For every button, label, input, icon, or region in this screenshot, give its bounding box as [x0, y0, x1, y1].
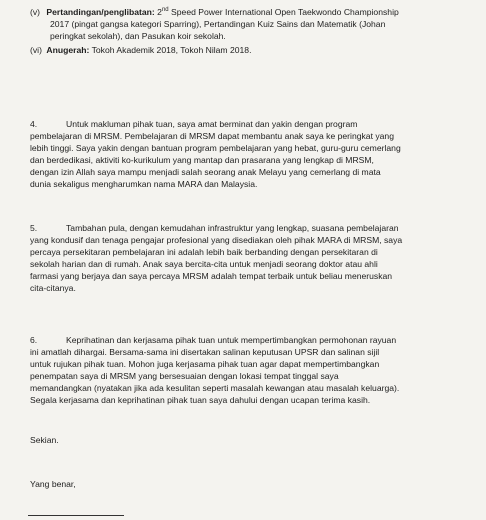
list-item-vi: (vi) Anugerah: Tokoh Akademik 2018, Tokoh Nilam 2018.	[30, 45, 252, 55]
paragraph-number: 5.	[30, 223, 38, 233]
paragraph-number: 6.	[30, 335, 38, 345]
paragraph-5: 5. Tambahan pula, dengan kemudahan infrastruktur yang lengkap, suasana pembelajaran yang kondusif dan tenaga pengajar profesional yang disediakan oleh pihak MARA di MRSM, saya percaya persekitaran pembelajaran ini adalah lebih baik berbanding dengan persekitaran di sekolah harian dan di rumah. Anak saya bercita-cita untuk menjadi seorang doktor atau ahli farmasi yang berjaya dan saya percaya MRSM adalah tempat terbaik untuk beliau meneruskan cita-citanya.	[30, 223, 403, 293]
item-line-2: 2017 (pingat gangsa kategori Sparring), Pertandingan Kuiz Sains dan Matematik (Johan	[50, 18, 386, 29]
regards-text: Yang benar,	[30, 479, 76, 489]
item-label: Pertandingan/penglibatan:	[46, 6, 155, 17]
paragraph-number: 4.	[30, 119, 38, 129]
paragraph-6: 6. Keprihatinan dan kerjasama pihak tuan untuk mempertimbangkan permohonan rayuan ini amatlah dihargai. Bersama-sama ini disertakan salinan keputusan UPSR dan salinan sijil untuk rujukan pihak tuan. Mohon juga kerjasama pihak tuan agar dapat mempertimbangkan penempatan saya di MRSM yang bersesuaian dengan lokasi tempat tinggal saya memandangkan (nyatakan jika ada kesulitan seperti masalah kewangan atau masalah keluarga). Segala kerjasama dan keprihatinan pihak tuan saya dahului dengan ucapan terima kasih.	[30, 335, 400, 405]
item-line-3: peringkat sekolah), dan Pasukan koir sekolah.	[50, 30, 226, 41]
signature-line	[28, 515, 124, 516]
paragraph-4: 4. Untuk makluman pihak tuan, saya amat berminat dan yakin dengan program pembelajaran di MRSM. Pembelajaran di MRSM dapat membantu anak saya ke peringkat yang lebih tinggi. Saya yakin dengan bantuan program pembelajaran yang hebat, guru-guru cemerlang dan berdedikasi, aktiviti ko-kurikulum yang mantap dan prasarana yang lengkap di MRSM, dengan izin Allah saya mampu menjadi salah seorang anak Melayu yang cemerlang di mata dunia sekaligus mengharumkan nama MARA dan Malaysia.	[30, 119, 401, 189]
item-label: Anugerah:	[46, 45, 90, 55]
closing-text: Sekian.	[30, 435, 59, 445]
item-number: (vi)	[30, 45, 42, 55]
list-item-v: (v) Pertandingan/penglibatan: 2nd Speed Power International Open Taekwondo Championship 2017 (pingat gangsa kategori Sparring), Pertandingan Kuiz Sains dan Matematik (Johan peringkat sekolah), dan Pasukan koir sekolah.	[30, 4, 460, 42]
item-number: (v)	[30, 6, 41, 17]
